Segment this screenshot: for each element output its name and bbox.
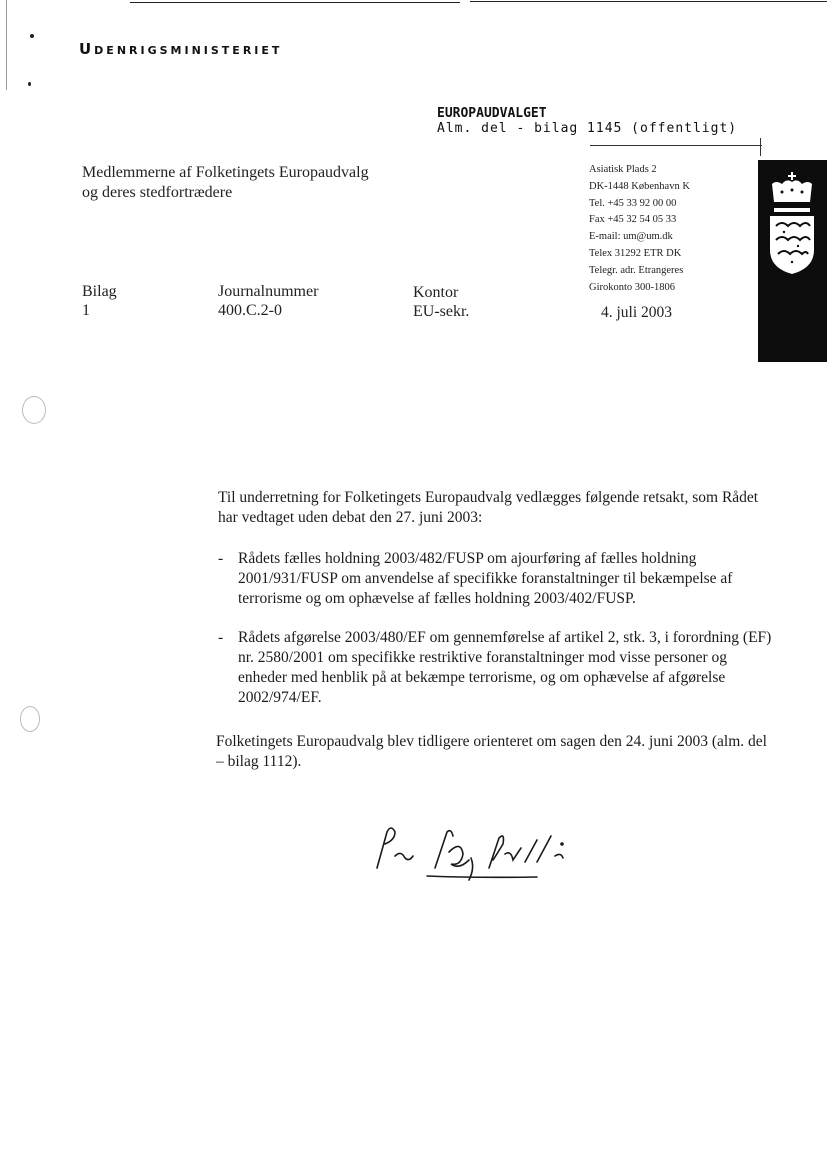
address-block xyxy=(589,162,690,296)
list-item-text: Rådets afgørelse 2003/480/EF om gennemførelse af artikel 2, stk. 3, i forordning (EF) nr. 2580/2001 om specifikke restriktive foranstaltninger mod visse personer og enheder med henblik på at bekæmpe terrorisme, og om ophævelse af afgørelse 2002/974/EF. xyxy=(238,629,772,706)
bilag-value: 1 xyxy=(82,302,90,319)
address-tel: Tel. +45 33 92 00 00 xyxy=(589,197,677,209)
scan-speck xyxy=(28,82,31,86)
ministry-name: Udenrigsministeriet xyxy=(79,40,283,58)
address-telegram: Telegr. adr. Etrangeres xyxy=(589,264,684,276)
stamp-committee: EUROPAUDVALGET xyxy=(437,106,547,121)
bullet-marker: - xyxy=(218,629,224,646)
bilag-label: Bilag xyxy=(82,283,117,300)
recipient-line: og deres stedfortrædere xyxy=(82,184,233,201)
kontor-label: Kontor xyxy=(413,284,459,301)
intro-paragraph: Til underretning for Folketingets Europaudvalg vedlægges følgende retsakt, som Rådet har vedtaget uden debat den 27. juni 2003: xyxy=(218,489,759,526)
scan-speck xyxy=(30,34,34,38)
punch-hole xyxy=(20,706,40,732)
scan-line xyxy=(130,2,460,3)
stamp-rule xyxy=(590,145,762,146)
kontor-value: EU-sekr. xyxy=(413,303,470,320)
journal-value: 400.C.2-0 xyxy=(218,302,282,319)
address-city: DK-1448 København K xyxy=(589,180,690,192)
closing-paragraph: Folketingets Europaudvalg blev tidligere orienteret om sagen den 24. juni 2003 (alm. del – bilag 1112). xyxy=(216,733,767,770)
stamp-rule xyxy=(760,138,761,156)
stamp-reference: Alm. del - bilag 1145 (offentligt) xyxy=(437,121,738,136)
journal-label: Journalnummer xyxy=(218,283,319,300)
address-fax: Fax +45 32 54 05 33 xyxy=(589,214,677,226)
list-item-text: Rådets fælles holdning 2003/482/FUSP om ajourføring af fælles holdning 2001/931/FUSP om anvendelse af specifikke foranstaltninger til bekæmpelse af terrorisme og om ophævelse af fælles holdning 2003/402/FUSP. xyxy=(238,550,733,607)
punch-hole xyxy=(22,396,46,424)
royal-crest-icon xyxy=(762,170,822,280)
bullet-marker: - xyxy=(218,550,224,567)
recipient-block xyxy=(82,163,369,203)
address-telex: Telex 31292 ETR DK xyxy=(589,247,682,259)
address-email: E-mail: um@um.dk xyxy=(589,231,673,243)
address-street: Asiatisk Plads 2 xyxy=(589,164,657,175)
ministry-logo-band xyxy=(758,160,827,362)
recipient-line: Medlemmerne af Folketingets Europaudvalg xyxy=(82,164,369,181)
scan-edge xyxy=(6,0,7,90)
scan-line xyxy=(470,1,827,2)
address-giro: Girokonto 300-1806 xyxy=(589,281,676,293)
letter-date: 4. juli 2003 xyxy=(601,304,673,321)
handwritten-signature xyxy=(365,810,585,900)
